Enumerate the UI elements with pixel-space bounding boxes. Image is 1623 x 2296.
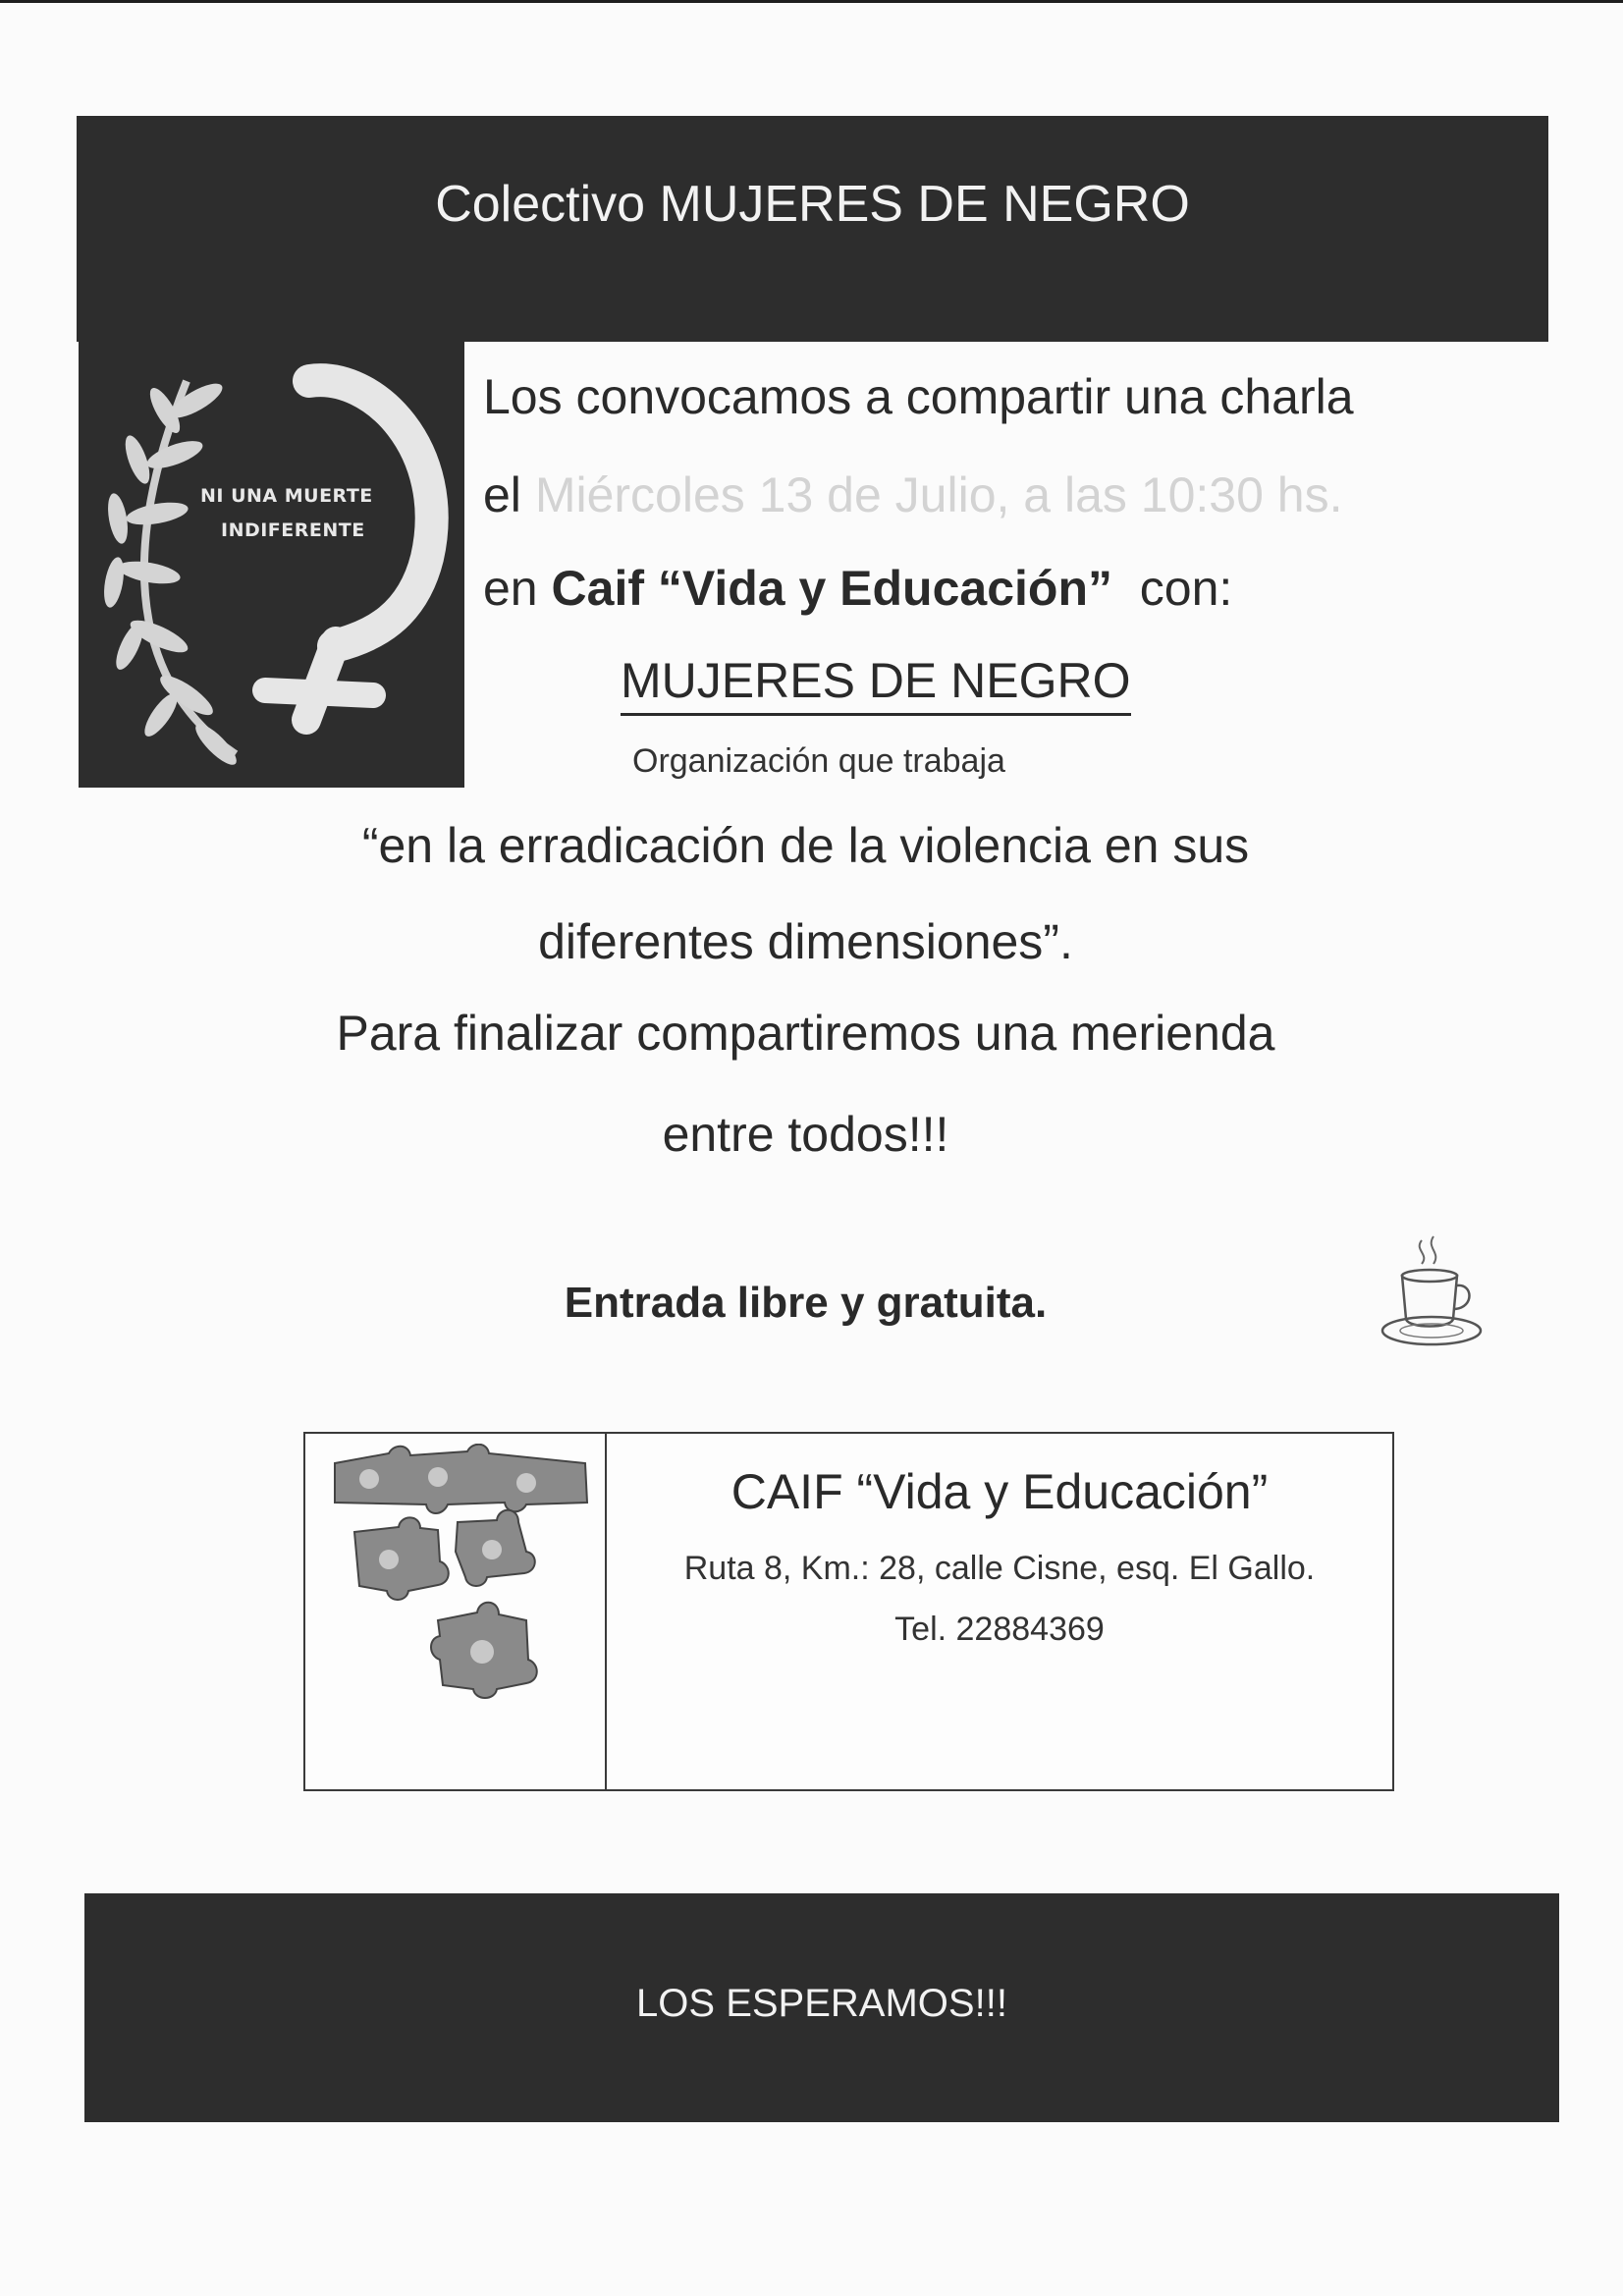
top-border-line <box>0 0 1623 3</box>
contact-name: CAIF “Vida y Educación” <box>730 1464 1269 1519</box>
contact-box <box>303 1432 1394 1791</box>
organization-description: Organización que trabaja <box>632 742 1005 780</box>
quote-line2: diferentes dimensiones”. <box>538 914 1073 969</box>
place-prefix: en <box>483 561 538 616</box>
header-title: Colectivo MUJERES DE NEGRO <box>435 176 1190 233</box>
contact-address: Ruta 8, Km.: 28, calle Cisne, esq. El Gallo. <box>683 1550 1316 1587</box>
footer-band <box>84 1893 1559 2122</box>
header-band <box>77 116 1548 342</box>
logo-text-line1: NI UNA MUERTE <box>200 485 373 507</box>
organization-name: MUJERES DE NEGRO <box>621 652 1131 716</box>
invitation-line1: Los convocamos a compartir una charla <box>483 369 1354 424</box>
event-date: Miércoles 13 de Julio, a las 10:30 hs. <box>534 467 1343 522</box>
place-suffix: con: <box>1139 561 1233 616</box>
invitation-line2 <box>483 466 1343 523</box>
closing-line1: Para finalizar compartiremos una merienda <box>336 1006 1275 1061</box>
venus-laurel-logo-icon <box>79 342 464 788</box>
closing-line2: entre todos!!! <box>662 1107 949 1162</box>
quote-line1: “en la erradicación de la violencia en sus <box>361 818 1250 873</box>
entry-notice: Entrada libre y gratuita. <box>564 1279 1048 1327</box>
logo-text-line2: INDIFERENTE <box>221 519 365 541</box>
date-prefix: el <box>483 467 521 522</box>
invitation-line3 <box>483 560 1232 617</box>
footer-text: LOS ESPERAMOS!!! <box>636 1982 1007 2025</box>
event-place: Caif “Vida y Educación” <box>551 561 1112 616</box>
organization-logo <box>79 342 464 788</box>
puzzle-pieces-image <box>330 1444 595 1758</box>
contact-phone: Tel. 22884369 <box>894 1611 1105 1648</box>
coffee-cup-icon <box>1375 1232 1492 1360</box>
